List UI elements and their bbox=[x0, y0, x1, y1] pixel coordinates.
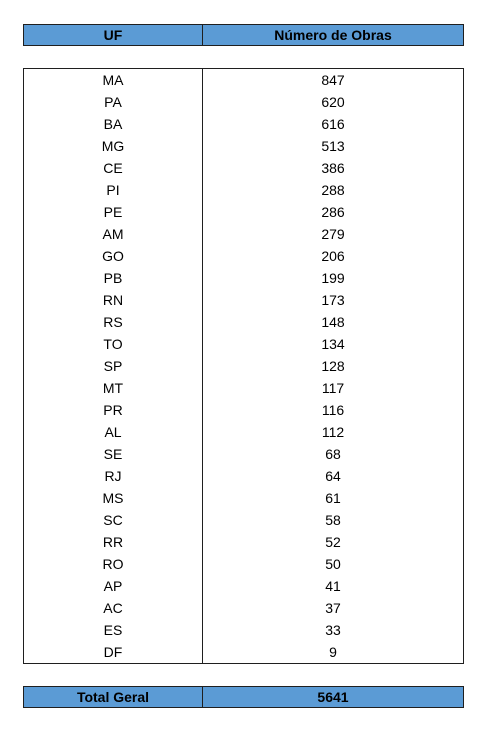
uf-cell[interactable]: CE bbox=[24, 157, 203, 179]
uf-cell[interactable]: TO bbox=[24, 333, 203, 355]
table-row bbox=[24, 443, 464, 465]
numero-de-obras-cell[interactable]: 68 bbox=[203, 443, 464, 465]
numero-de-obras-cell[interactable]: 128 bbox=[203, 355, 464, 377]
numero-de-obras-cell[interactable]: 64 bbox=[203, 465, 464, 487]
uf-cell[interactable]: AM bbox=[24, 223, 203, 245]
table-row bbox=[24, 641, 464, 664]
uf-cell[interactable]: PR bbox=[24, 399, 203, 421]
uf-cell[interactable]: SE bbox=[24, 443, 203, 465]
table-footer bbox=[24, 687, 464, 708]
table-row bbox=[24, 333, 464, 355]
numero-de-obras-cell[interactable]: 9 bbox=[203, 641, 464, 664]
uf-cell[interactable]: BA bbox=[24, 113, 203, 135]
uf-cell[interactable]: RR bbox=[24, 531, 203, 553]
spacer-row bbox=[24, 664, 464, 687]
uf-cell[interactable]: PE bbox=[24, 201, 203, 223]
table-body bbox=[24, 69, 464, 664]
table-row bbox=[24, 201, 464, 223]
numero-de-obras-cell[interactable]: 386 bbox=[203, 157, 464, 179]
table-header bbox=[24, 25, 464, 46]
numero-de-obras-cell[interactable]: 117 bbox=[203, 377, 464, 399]
numero-de-obras-cell[interactable]: 33 bbox=[203, 619, 464, 641]
numero-de-obras-cell[interactable]: 61 bbox=[203, 487, 464, 509]
numero-de-obras-cell[interactable]: 58 bbox=[203, 509, 464, 531]
uf-cell[interactable]: MT bbox=[24, 377, 203, 399]
numero-de-obras-cell[interactable]: 148 bbox=[203, 311, 464, 333]
table-row bbox=[24, 267, 464, 289]
uf-cell[interactable]: PA bbox=[24, 91, 203, 113]
table-row bbox=[24, 465, 464, 487]
numero-de-obras-cell[interactable]: 116 bbox=[203, 399, 464, 421]
spacer-row bbox=[24, 46, 464, 69]
table-row bbox=[24, 157, 464, 179]
spacer-cell bbox=[24, 46, 464, 69]
numero-de-obras-cell[interactable]: 847 bbox=[203, 69, 464, 92]
numero-de-obras-cell[interactable]: 50 bbox=[203, 553, 464, 575]
numero-de-obras-cell[interactable]: 37 bbox=[203, 597, 464, 619]
table-row bbox=[24, 179, 464, 201]
uf-cell[interactable]: SC bbox=[24, 509, 203, 531]
spacer-cell bbox=[24, 664, 464, 687]
header-uf[interactable]: UF bbox=[24, 25, 203, 46]
total-value-cell[interactable]: 5641 bbox=[203, 687, 464, 708]
table-row bbox=[24, 113, 464, 135]
uf-cell[interactable]: ES bbox=[24, 619, 203, 641]
numero-de-obras-cell[interactable]: 206 bbox=[203, 245, 464, 267]
uf-cell[interactable]: RN bbox=[24, 289, 203, 311]
numero-de-obras-cell[interactable]: 279 bbox=[203, 223, 464, 245]
uf-cell[interactable]: RJ bbox=[24, 465, 203, 487]
numero-de-obras-cell[interactable]: 620 bbox=[203, 91, 464, 113]
uf-cell[interactable]: GO bbox=[24, 245, 203, 267]
numero-de-obras-cell[interactable]: 616 bbox=[203, 113, 464, 135]
uf-cell[interactable]: AC bbox=[24, 597, 203, 619]
header-gap bbox=[24, 46, 464, 69]
uf-cell[interactable]: DF bbox=[24, 641, 203, 664]
header-row bbox=[24, 25, 464, 46]
numero-de-obras-cell[interactable]: 41 bbox=[203, 575, 464, 597]
numero-de-obras-cell[interactable]: 288 bbox=[203, 179, 464, 201]
numero-de-obras-cell[interactable]: 52 bbox=[203, 531, 464, 553]
uf-cell[interactable]: AL bbox=[24, 421, 203, 443]
total-gap bbox=[24, 664, 464, 687]
table-row bbox=[24, 69, 464, 92]
table-row bbox=[24, 553, 464, 575]
table-row bbox=[24, 399, 464, 421]
table-row bbox=[24, 619, 464, 641]
uf-cell[interactable]: PB bbox=[24, 267, 203, 289]
table-row bbox=[24, 245, 464, 267]
spreadsheet-area bbox=[23, 24, 463, 708]
table-row bbox=[24, 421, 464, 443]
numero-de-obras-cell[interactable]: 286 bbox=[203, 201, 464, 223]
table-row bbox=[24, 311, 464, 333]
uf-cell[interactable]: RS bbox=[24, 311, 203, 333]
uf-cell[interactable]: SP bbox=[24, 355, 203, 377]
table-row bbox=[24, 135, 464, 157]
table-row bbox=[24, 91, 464, 113]
numero-de-obras-cell[interactable]: 173 bbox=[203, 289, 464, 311]
total-label-cell[interactable]: Total Geral bbox=[24, 687, 203, 708]
table-row bbox=[24, 509, 464, 531]
numero-de-obras-cell[interactable]: 134 bbox=[203, 333, 464, 355]
uf-cell[interactable]: PI bbox=[24, 179, 203, 201]
table-row bbox=[24, 487, 464, 509]
table-row bbox=[24, 597, 464, 619]
obras-por-uf-table bbox=[23, 24, 464, 708]
uf-cell[interactable]: MA bbox=[24, 69, 203, 92]
table-row bbox=[24, 223, 464, 245]
table-row bbox=[24, 289, 464, 311]
table-row bbox=[24, 575, 464, 597]
header-numero-de-obras[interactable]: Número de Obras bbox=[203, 25, 464, 46]
uf-cell[interactable]: MS bbox=[24, 487, 203, 509]
uf-cell[interactable]: RO bbox=[24, 553, 203, 575]
uf-cell[interactable]: MG bbox=[24, 135, 203, 157]
table-row bbox=[24, 377, 464, 399]
uf-cell[interactable]: AP bbox=[24, 575, 203, 597]
table-row bbox=[24, 531, 464, 553]
table-row bbox=[24, 355, 464, 377]
numero-de-obras-cell[interactable]: 112 bbox=[203, 421, 464, 443]
numero-de-obras-cell[interactable]: 199 bbox=[203, 267, 464, 289]
numero-de-obras-cell[interactable]: 513 bbox=[203, 135, 464, 157]
total-row bbox=[24, 687, 464, 708]
